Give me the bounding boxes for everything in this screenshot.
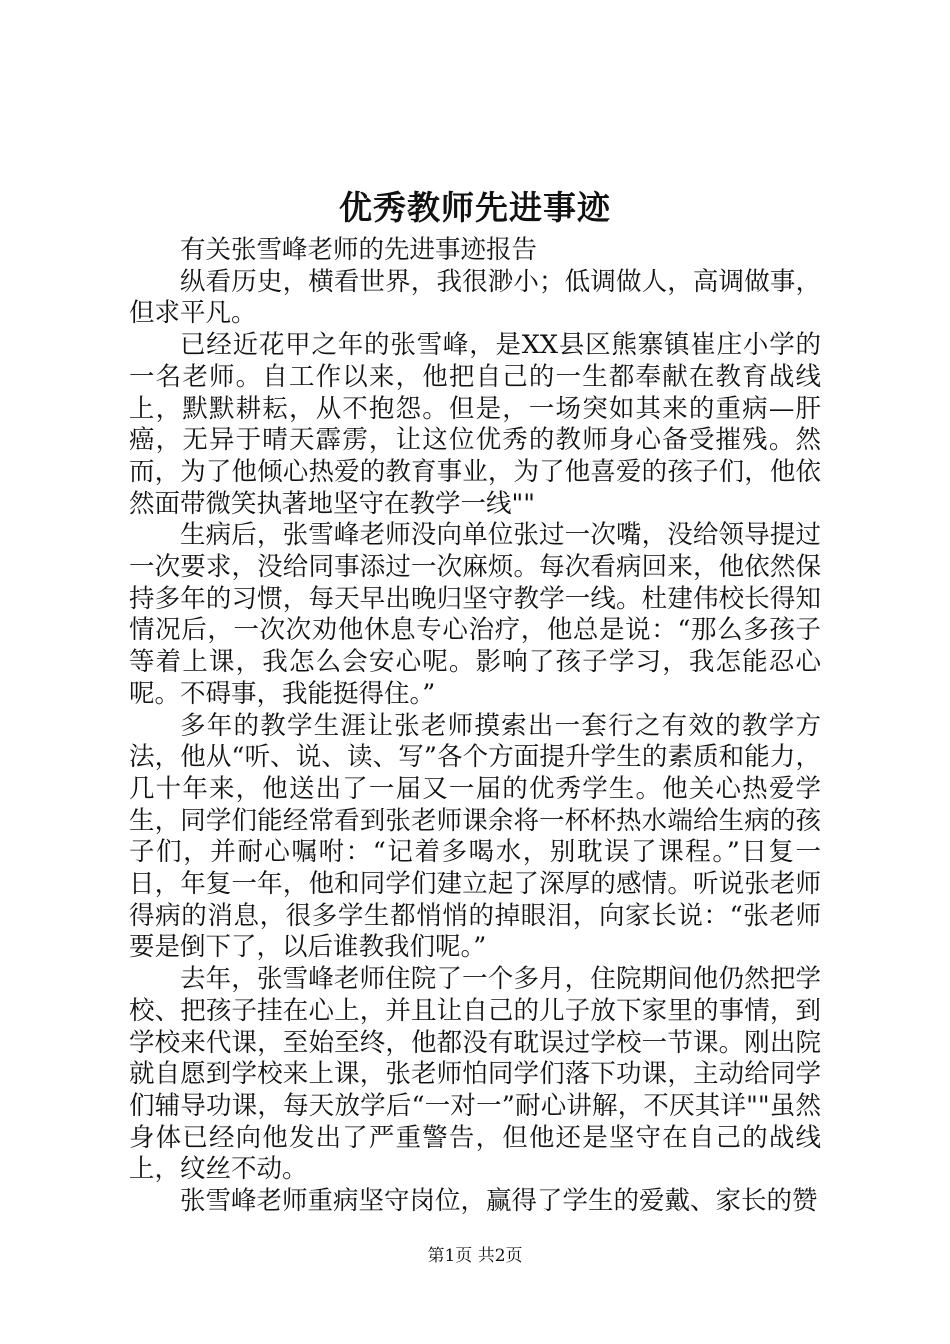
paragraph-after-illness: 生病后，张雪峰老师没向单位张过一次嘴，没给领导提过一次要求，没给同事添过一次麻烦。每次看病回来，他依然保持多年的习惯，每天早出晚归坚守教学一线。杜建伟校长得知情况后，一次次劝他休息专心治疗，他总是说：“那么多孩子等着上课，我怎么会安心呢。影响了孩子学习，我怎能忍心呢。不碍事，我能挺得住。” <box>129 520 821 709</box>
paragraph-report-heading: 有关张雪峰老师的先进事迹报告 <box>180 235 538 265</box>
paragraph-introduction: 已经近花甲之年的张雪峰，是XX县区熊寨镇崔庄小学的一名老师。自工作以来，他把自己的一生都奉献在教育战线上，默默耕耘，从不抱怨。但是，一场突如其来的重病—肝癌，无异于晴天霹雳，让这位优秀的教师身心备受摧残。然而，为了他倾心热爱的教育事业，为了他喜爱的孩子们，他依然面带微笑执著地坚守在教学一线"" <box>129 330 821 519</box>
document-body <box>129 235 821 1218</box>
paragraph-motto: 纵看历史，横看世界，我很渺小；低调做人，高调做事，但求平凡。 <box>129 266 821 329</box>
page-number-footer: 第1页 共2页 <box>427 1246 523 1266</box>
paragraph-hospital-stay: 去年，张雪峰老师住院了一个多月，住院期间他仍然把学校、把孩子挂在心上，并且让自己的儿子放下家里的事情，到学校来代课，至始至终，他都没有耽误过学校一节课。刚出院就自愿到学校来上课，张老师怕同学们落下功课，主动给同学们辅导功课，每天放学后“一对一”耐心讲解，不厌其详""虽然身体已经向他发出了严重警告，但他还是坚守在自己的战线上，纹丝不动。 <box>129 964 821 1185</box>
document-title: 优秀教师先进事迹 <box>339 188 611 227</box>
paragraph-teaching-career: 多年的教学生涯让张老师摸索出一套行之有效的教学方法，他从“听、说、读、写”各个方面提升学生的素质和能力，几十年来，他送出了一届又一届的优秀学生。他关心热爱学生，同学们能经常看到张老师课余将一杯杯热水端给生病的孩子们，并耐心嘱咐：“记着多喝水，别耽误了课程。”日复一日，年复一年，他和同学们建立起了深厚的感情。听说张老师得病的消息，很多学生都悄悄的掉眼泪，向家长说：“张老师要是倒下了，以后谁教我们呢。” <box>129 710 821 963</box>
paragraph-closing: 张雪峰老师重病坚守岗位，赢得了学生的爱戴、家长的赞 <box>180 1186 818 1217</box>
